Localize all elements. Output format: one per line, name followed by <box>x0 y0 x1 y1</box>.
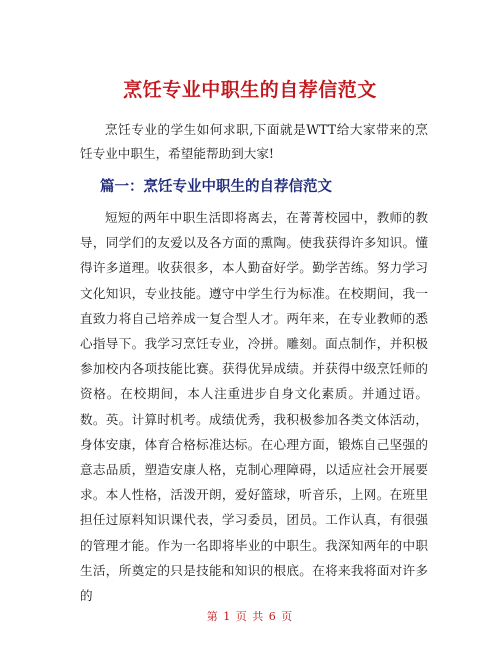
intro-paragraph: 烹饪专业的学生如何求职,下面就是WTT给大家带来的烹饪专业中职生，希望能帮助到大家! <box>80 122 428 161</box>
section-heading: 篇一：烹饪专业中职生的自荐信范文 <box>100 179 332 195</box>
document-title: 烹饪专业中职生的自荐信范文 <box>123 78 377 101</box>
body-paragraph: 短短的两年中职生活即将离去，在菁菁校园中，教师的教导，同学们的友爱以及各方面的熏陶。使我获得许多知识。懂得许多道理。收获很多，本人勤奋好学。勤学苦练。努力学习文化知识，专业技能。遵守中学生行为标准。在校期间，我一直致力将自己培养成一复合型人才。两年来，在专业教师的悉心指导下。我学习烹饪专业，冷拼。雕刻。面点制作，并积极参加校内各项技能比赛。获得优异成绩。并获得中级烹饪师的资格。在校期间，本人注重进步自身文化素质。并通过语。数。英。计算时机考。成绩优秀，我积极参加各类文体活动，身体安康，体育合格标准达标。在心理方面，锻炼自己坚强的意志品质，塑造安康人格，克制心理障碍，以适应社会开展要求。本人性格，活泼开朗，爱好篮球，听音乐，上网。在班里担任过原料知识课代表，学习委员，团员。工作认真，有很强的管理才能。作为一名即将毕业的中职生。我深知两年的中职生活，所奠定的只是技能和知识的根底。在将来我将面对许多的 <box>80 210 428 604</box>
page-number-footer: 第 1 页 共 6 页 <box>206 610 294 623</box>
